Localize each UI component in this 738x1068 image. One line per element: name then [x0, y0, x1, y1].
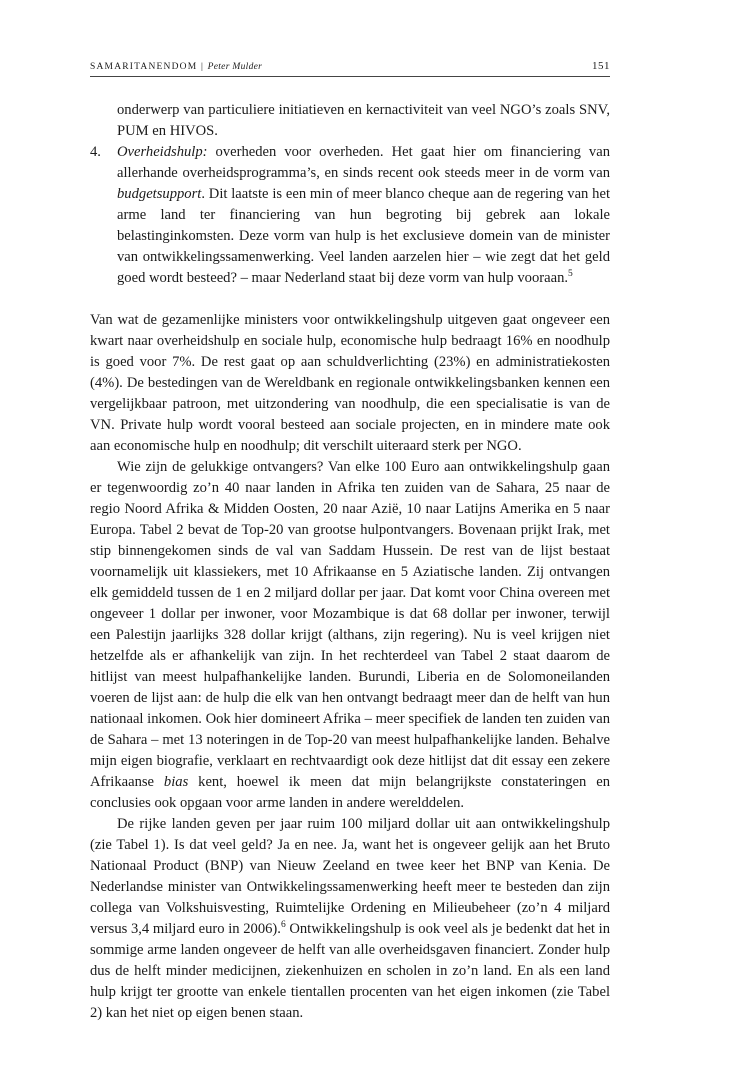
- paragraph-gap: [90, 289, 610, 310]
- paragraph-3: [90, 814, 610, 1024]
- paragraph-1: Van wat de gezamenlijke ministers voor ontwikkelingshulp uitgeven gaat ongeveer een kwart naar overheidshulp en sociale hulp, economische hulp bedraagt 16% en noodhulp is goed voor 7%. De rest gaat op aan schuldverlichting (23%) en administratiekosten (4%). De bestedingen van de Wereldbank en regionale ontwikkelingsbanken kennen een vergelijkbaar patroon, met uitzondering van noodhulp, die een specialisatie is van de VN. Private hulp wordt vooral besteed aan sociale projecten, en in mindere mate ook aan economische hulp en noodhulp; dit verschilt uiteraard sterk per NGO.: [90, 312, 610, 454]
- paragraph-2-text-b: kent, hoewel ik meen dat mijn belangrijkste constateringen en conclusies ook opgaan voor arme landen in andere werelddelen.: [90, 774, 610, 811]
- author-name: Peter Mulder: [207, 62, 263, 72]
- term-overheidshulp: Overheidshulp:: [117, 144, 208, 160]
- header-separator: |: [200, 62, 205, 72]
- list-item-continuation: onderwerp van particuliere initiatieven en kernactiviteit van veel NGO’s zoals SNV, PUM en HIVOS.: [117, 102, 610, 139]
- paragraph-3-text-b: Ontwikkelingshulp is ook veel als je bedenkt dat het in sommige arme landen ongeveer de helft van alle overheidsgaven financiert. Zonder hulp dus de helft minder medicijnen, ziekenhuizen en scholen in zo’n land. En als een land hulp krijgt ter grootte van enkele tientallen procenten van het eigen inkomen (zie Tabel 2) kan het niet op eigen benen staan.: [90, 921, 610, 1021]
- list-marker: 4.: [90, 144, 101, 160]
- running-title: SAMARITANENDOM: [90, 62, 198, 72]
- page-number: 151: [592, 60, 610, 72]
- list-item-text-a: overheden voor overheden. Het gaat hier om financiering van allerhande overheidsprogramma’s, en sinds recent ook steeds meer in de vorm van: [117, 144, 610, 181]
- paragraph-2-text-a: Wie zijn de gelukkige ontvangers? Van elke 100 Euro aan ontwikkelingshulp gaan er tegenwoordig zo’n 40 naar landen in Afrika ten zuiden van de Sahara, 25 naar de regio Noord Afrika & Midden Oosten, 20 naar Azië, 10 naar Latijns Amerika en 5 naar Europa. Tabel 2 bevat de Top-20 van grootse hulpontvangers. Bovenaan prijkt Irak, met stip binnengekomen sinds de val van Saddam Hussein. De rest van de lijst bestaat voornamelijk uit klassiekers, met 10 Afrikaanse en 5 Aziatische landen. Zij ontvangen elk gemiddeld tussen de 1 en 2 miljard dollar per jaar. Dat komt voor China overeen met ongeveer 1 dollar per inwoner, voor Mozambique is dat 68 dollar per inwoner, terwijl een Palestijn jaarlijks 328 dollar krijgt (althans, zijn regering). Nu is veel krijgen niet hetzelfde als er afhankelijk van zijn. In het rechterdeel van Tabel 2 staat daarom de hitlijst van meest hulpafhankelijke landen. Burundi, Liberia en de Solomoneilanden voeren de lijst aan: de hulp die elk van hen ontvangt bedraagt meer dan de helft van hun nationaal inkomen. Ook hier domineert Afrika – meer specifiek de landen ten zuiden van de Sahara – met 13 noteringen in de Top-20 van meest hulpafhankelijke landen. Behalve mijn eigen biografie, verklaart en rechtvaardigt ook deze hitlijst dat dit essay een zekere Afrikaanse: [90, 459, 610, 790]
- running-title-group: [90, 62, 262, 72]
- list-item-4: [90, 142, 610, 289]
- body-text: [90, 100, 610, 1024]
- book-page: [90, 60, 610, 1024]
- paragraph-3-text-a: De rijke landen geven per jaar ruim 100 miljard dollar uit aan ontwikkelingshulp (zie Tabel 1). Is dat veel geld? Ja en nee. Ja, want het is ongeveer gelijk aan het Bruto Nationaal Product (BNP) van Nieuw Zeeland en twee keer het BNP van Kenia. De Nederlandse minister van Ontwikkelingssamenwerking heeft meer te besteden dan zijn collega van Volkshuisvesting, Ruimtelijke Ordening en Milieubeheer (zo’n 4 miljard versus 3,4 miljard euro in 2006).: [90, 816, 610, 937]
- footnote-ref-5: 5: [568, 269, 573, 280]
- list-item-text-b: . Dit laatste is een min of meer blanco cheque aan de regering van het arme land ter financiering van hun begroting bij gebrek aan lokale belastinginkomsten. Deze vorm van hulp is het exclusieve domein van de minister van ontwikkelingssamenwerking. Veel landen aarzelen hier – wie zegt dat het geld goed wordt besteed? – maar Nederland staat bij deze vorm van hulp vooraan.: [117, 186, 610, 286]
- paragraph-2: [90, 457, 610, 814]
- footnote-ref-6: 6: [280, 920, 286, 931]
- term-budgetsupport: budgetsupport: [117, 186, 202, 202]
- running-header: [90, 60, 610, 77]
- term-bias: bias: [163, 774, 189, 790]
